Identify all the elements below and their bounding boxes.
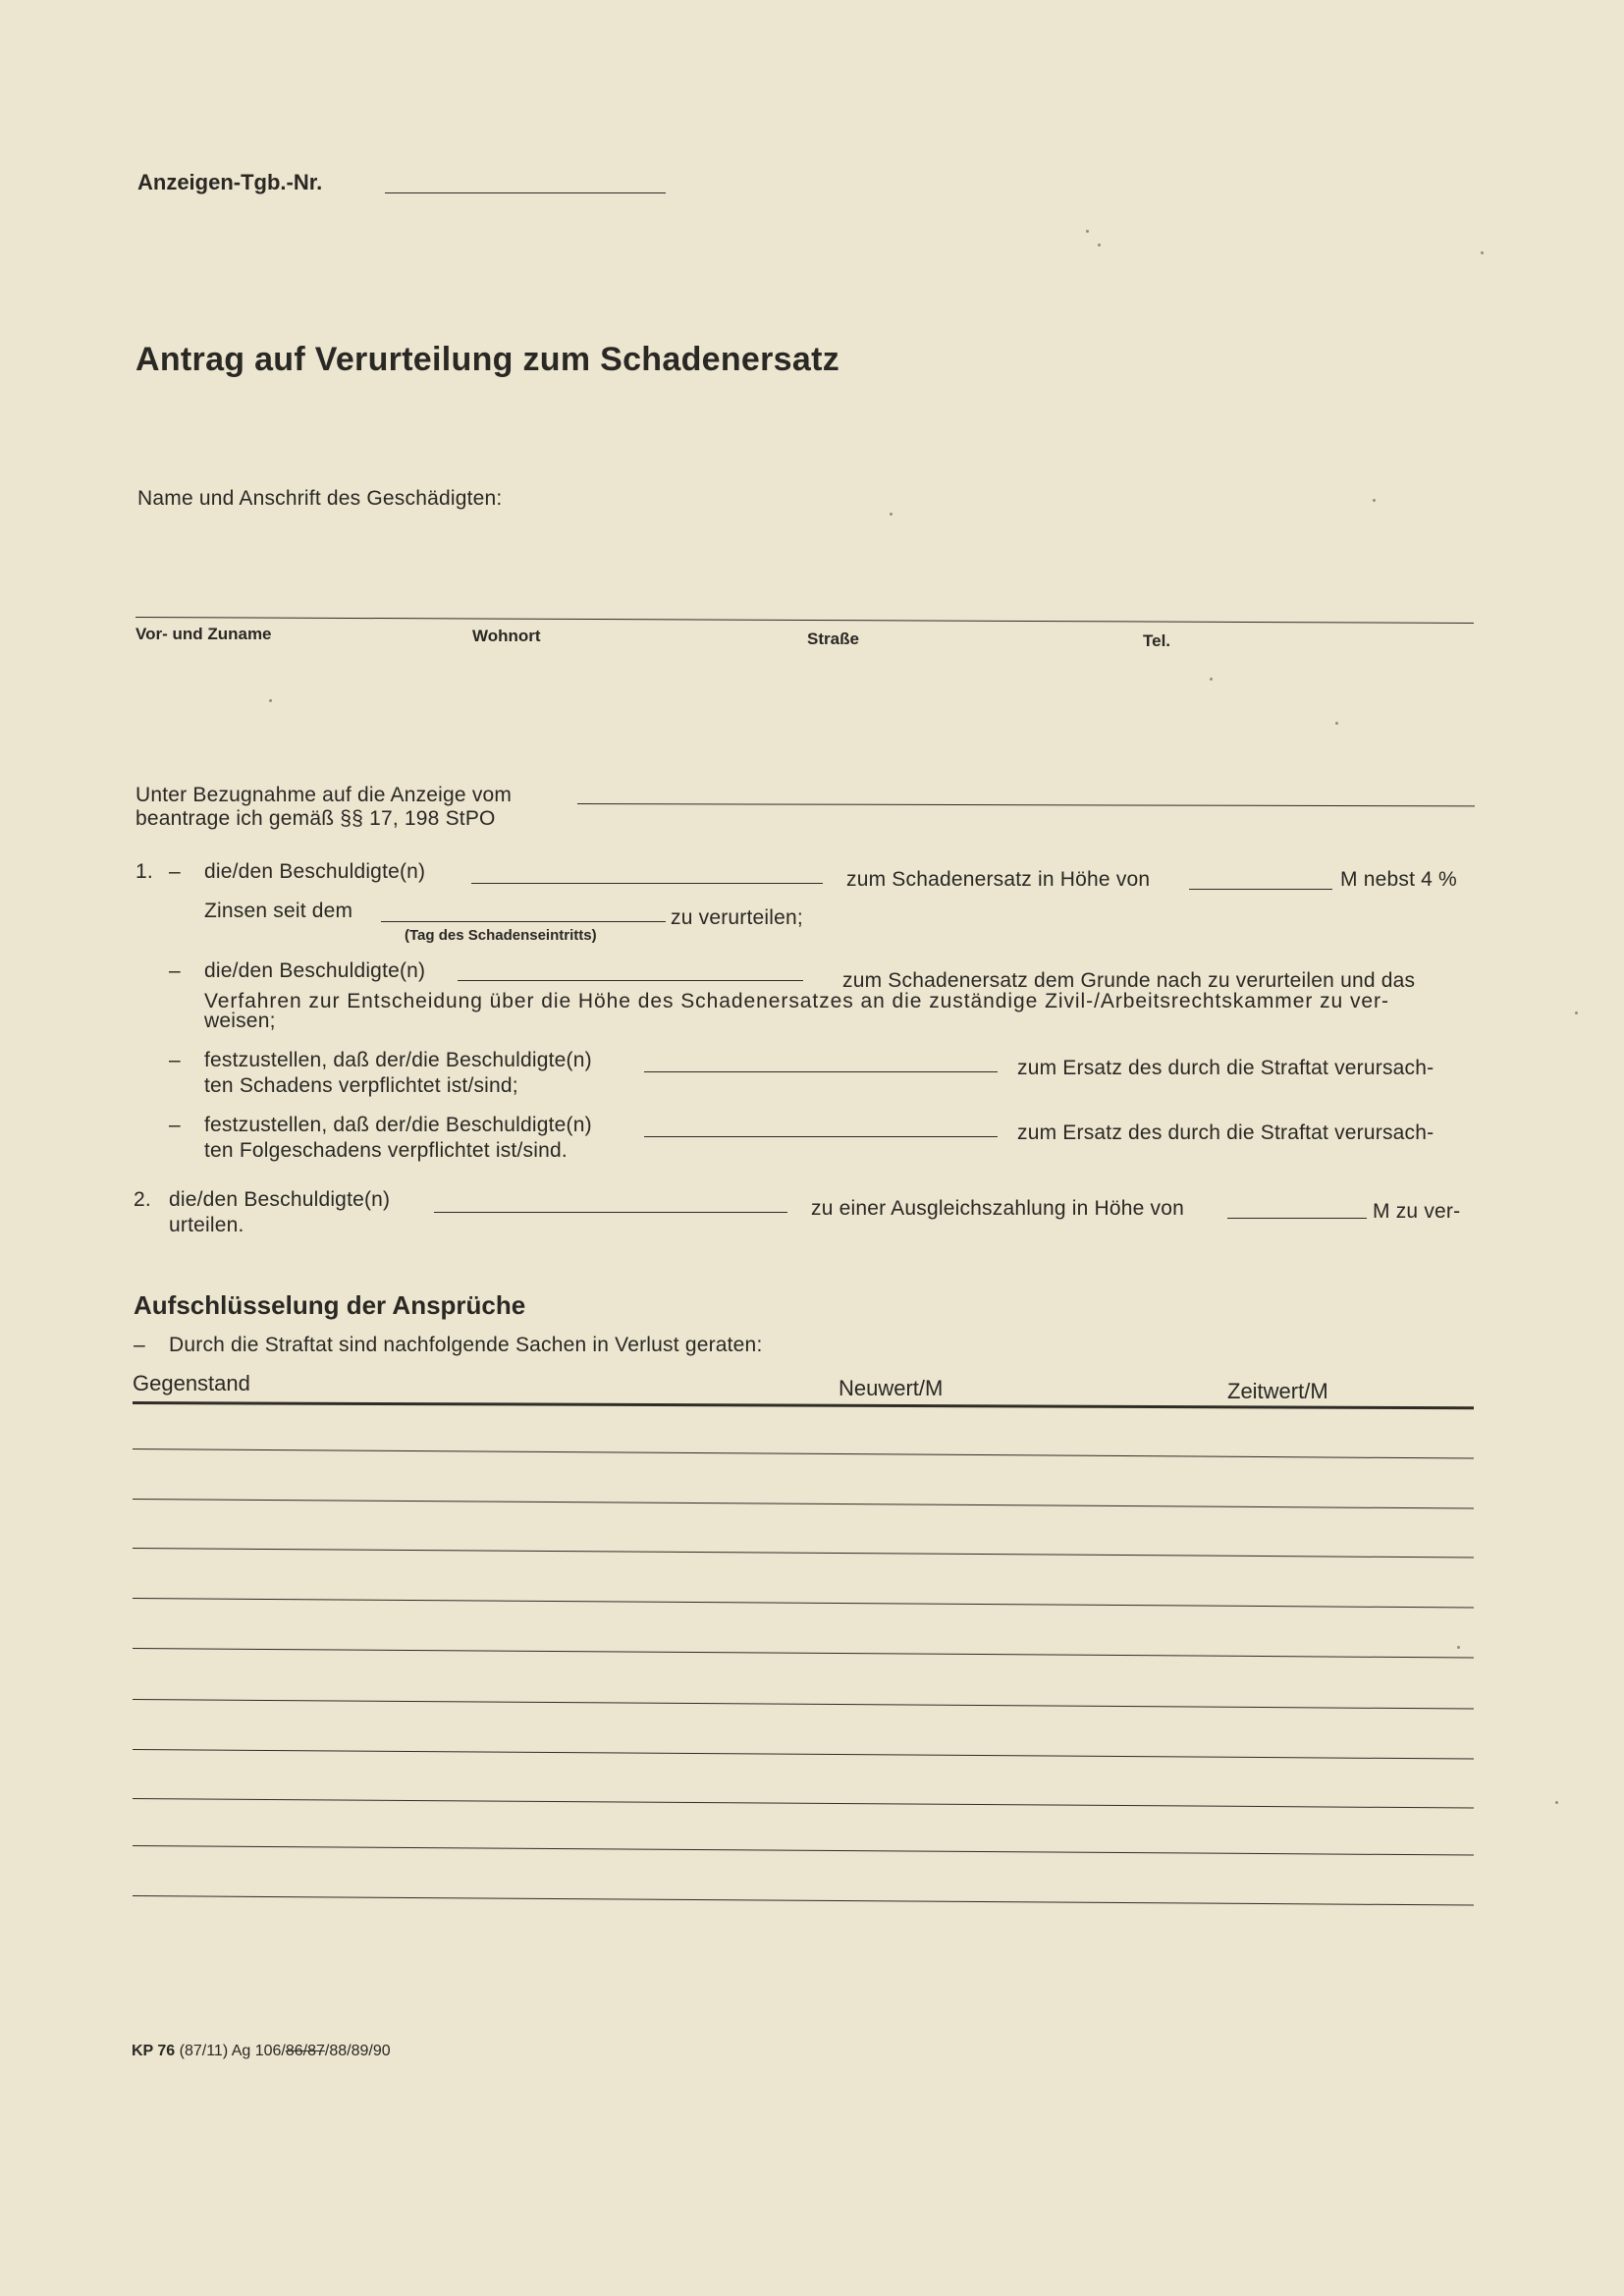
item1b-rest-2: Verfahren zur Entscheidung über die Höhe des Schadenersatzes an die zuständige Zivil-/Arbeitsrechtskammer zu ver-	[204, 990, 1389, 1012]
paper-speck	[1555, 1801, 1558, 1804]
injured-party-label: Name und Anschrift des Geschädigten:	[137, 487, 503, 510]
injured-party-field[interactable]	[135, 617, 1474, 624]
item1d-accused-field[interactable]	[644, 1136, 998, 1137]
item1b-rest-1: zum Schadenersatz dem Grunde nach zu verurteilen und das	[842, 969, 1416, 992]
item1d-rest-2: ten Folgeschadens verpflichtet ist/sind.	[204, 1139, 568, 1162]
claim-row[interactable]	[133, 1449, 1474, 1459]
paper-speck	[1457, 1646, 1460, 1649]
claim-row[interactable]	[133, 1499, 1474, 1509]
page-title: Antrag auf Verurteilung zum Schadenersatz	[135, 341, 840, 378]
form-code-detail: (87/11) Ag 106/	[179, 2043, 286, 2059]
paper-speck	[1086, 230, 1089, 233]
form-code-id: KP 76	[132, 2043, 176, 2059]
claim-row[interactable]	[133, 1598, 1474, 1609]
item1-dash: –	[169, 860, 181, 883]
form-code	[132, 2043, 391, 2060]
paper-speck	[269, 699, 272, 702]
reference-line-1: Unter Bezugnahme auf die Anzeige vom	[135, 784, 513, 806]
item1c-rest-2: ten Schadens verpflichtet ist/sind;	[204, 1074, 518, 1097]
reference-line-2: beantrage ich gemäß §§ 17, 198 StPO	[135, 807, 496, 830]
claim-row[interactable]	[133, 1548, 1474, 1558]
item1a-accused: die/den Beschuldigte(n)	[204, 860, 426, 883]
paper-speck	[1373, 499, 1376, 502]
tgb-label: Anzeigen-Tgb.-Nr.	[137, 170, 323, 194]
item1c-rest-1: zum Ersatz des durch die Straftat verursach-	[1017, 1057, 1435, 1079]
column-header-gegenstand: Gegenstand	[133, 1371, 250, 1395]
claim-row[interactable]	[133, 1895, 1474, 1906]
item1-number: 1.	[135, 860, 153, 883]
item1c-text: festzustellen, daß der/die Beschuldigte(n)	[204, 1049, 592, 1071]
field-label-tel: Tel.	[1143, 631, 1171, 650]
item1a-amount-field[interactable]	[1189, 889, 1332, 890]
claim-row[interactable]	[133, 1749, 1474, 1760]
item1a-accused-field[interactable]	[471, 883, 823, 884]
item2-rest-2: urteilen.	[169, 1214, 244, 1236]
claims-heading: Aufschlüsselung der Ansprüche	[134, 1290, 526, 1320]
claim-row[interactable]	[133, 1648, 1474, 1659]
item1a-end: zu verurteilen;	[671, 906, 803, 929]
item1d-rest-1: zum Ersatz des durch die Straftat verursach-	[1017, 1121, 1435, 1144]
claim-row[interactable]	[133, 1798, 1474, 1809]
paper-speck	[890, 513, 893, 516]
item1b-accused: die/den Beschuldigte(n)	[204, 959, 426, 982]
item2-currency: M zu ver-	[1373, 1200, 1461, 1223]
field-label-name: Vor- und Zuname	[135, 625, 272, 643]
item1a-currency: M nebst 4 %	[1340, 868, 1457, 891]
report-date-field[interactable]	[577, 803, 1475, 806]
paper-speck	[1481, 251, 1484, 254]
item1d-dash: –	[169, 1114, 181, 1136]
paper-speck	[1210, 678, 1213, 681]
paper-speck	[1335, 722, 1338, 725]
item2-accused: die/den Beschuldigte(n)	[169, 1188, 391, 1211]
tgb-number-field[interactable]	[385, 192, 666, 193]
item2-rest-1: zu einer Ausgleichszahlung in Höhe von	[811, 1197, 1185, 1220]
field-label-wohnort: Wohnort	[472, 627, 541, 645]
claims-intro: Durch die Straftat sind nachfolgende Sachen in Verlust geraten:	[169, 1334, 763, 1356]
item1a-interest-label: Zinsen seit dem	[204, 900, 353, 922]
item1a-date-hint: (Tag des Schadenseintritts)	[405, 927, 597, 944]
item1b-dash: –	[169, 959, 181, 982]
item1a-amount-text: zum Schadenersatz in Höhe von	[846, 868, 1151, 891]
form-code-tail: /88/89/90	[324, 2043, 391, 2059]
item2-amount-field[interactable]	[1227, 1218, 1367, 1219]
column-header-neuwert: Neuwert/M	[839, 1376, 944, 1400]
item2-number: 2.	[134, 1188, 151, 1211]
field-label-strasse: Straße	[807, 629, 859, 648]
item1c-dash: –	[169, 1049, 181, 1071]
claim-row[interactable]	[133, 1699, 1474, 1710]
form-code-struck: 86/87	[285, 2043, 325, 2059]
claims-intro-dash: –	[134, 1334, 145, 1356]
item1a-date-field[interactable]	[381, 921, 666, 922]
item1b-accused-field[interactable]	[458, 980, 803, 981]
claim-row[interactable]	[133, 1845, 1474, 1856]
item1b-rest-3: weisen;	[204, 1010, 276, 1032]
paper-speck	[1575, 1011, 1578, 1014]
paper-speck	[1098, 244, 1101, 246]
item1c-accused-field[interactable]	[644, 1071, 998, 1072]
item2-accused-field[interactable]	[434, 1212, 787, 1213]
column-header-zeitwert: Zeitwert/M	[1227, 1379, 1328, 1403]
item1d-text: festzustellen, daß der/die Beschuldigte(n)	[204, 1114, 592, 1136]
